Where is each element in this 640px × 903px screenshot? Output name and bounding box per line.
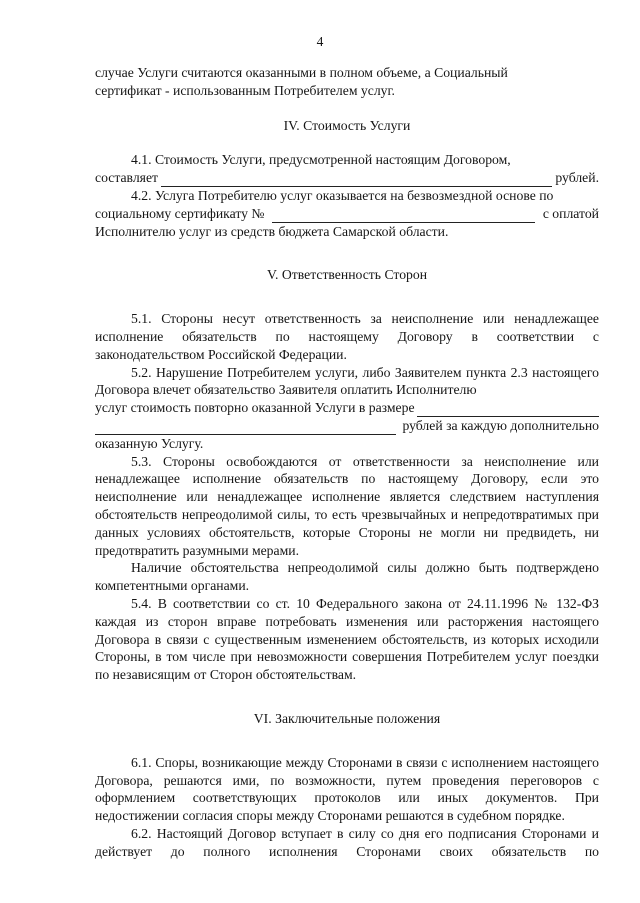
section-4-title: IV. Стоимость Услуги (283, 117, 411, 133)
repeat-service-amount-blank-field[interactable] (417, 405, 599, 417)
clause-4-1-line-1: 4.1. Стоимость Услуги, предусмотренной настоящим Договором, (131, 152, 511, 168)
cost-blank-field[interactable] (161, 175, 552, 187)
intro-text-2: сертификат - использованным Потребителем услуг. (95, 82, 395, 98)
clause-5-1: 5.1. Стороны несут ответственность за неисполнение или ненадлежащее исполнение обязательств по настоящему Договору в соответствии с законодательством Российской Федерации. (95, 311, 599, 362)
clause-4-2-line-2 (95, 205, 599, 223)
document-body (95, 64, 599, 860)
clause-5-2-rubles-label: рублей за каждую дополнительно (402, 417, 599, 433)
clause-5-3: 5.3. Стороны освобождаются от ответственности за неисполнение или ненадлежащее исполнение обязательств по настоящему Договору, если это неисполнение или ненадлежащее исполнение является следствием наступления обстоятельств непреодолимой силы, то есть чрезвычайных и непредотвратимых при данных условиях обстоятельств, которые Стороны не могли ни предвидеть, ни предотвратить разумными мерами. (95, 453, 599, 558)
clause-5-3-force-majeure: Наличие обстоятельства непреодолимой силы должно быть подтверждено компетентными органами. (95, 560, 599, 594)
clause-6-1: 6.1. Споры, возникающие между Сторонами в связи с исполнением настоящего Договора, решаются ими, по возможности, путем проведения переговоров с оформлением соответствующих протоколов или иных документов. При недостижении согласия споры между Сторонами решаются в судебном порядке. (95, 754, 599, 824)
page-number: 4 (316, 34, 324, 49)
intro-text-1: случае Услуги считаются оказанными в полном объеме, а Социальный (95, 65, 508, 80)
currency-label: рублей. (555, 170, 599, 186)
clause-5-4: 5.4. В соответствии со ст. 10 Федерального закона от 24.11.1996 № 132-ФЗ каждая из сторон вправе потребовать изменения или расторжения настоящего Договора в связи с существенным изменением обстоятельств, из которых исходили Стороны, в том числе при невозможности совершения Потребителем услуг поездки по независящим от Сторон обстоятельствам. (95, 595, 599, 683)
clause-4-1-line-2 (95, 169, 599, 187)
certificate-label: социальному сертификату № (95, 205, 265, 221)
clause-4-2-line-3: Исполнителю услуг из средств бюджета Самарской области. (95, 223, 449, 239)
repeat-service-amount-blank-field-2[interactable] (95, 423, 396, 435)
certificate-number-blank-field[interactable] (272, 211, 534, 223)
clause-4-2-line-1: 4.2. Услуга Потребителю услуг оказывается на безвозмездной основе по (131, 187, 554, 203)
intro-line-1 (95, 64, 599, 82)
clause-5-2-amount-line (95, 399, 599, 417)
clause-5-2-rubles-line (95, 417, 599, 435)
payment-label: с оплатой (542, 205, 599, 221)
section-6-title: VI. Заключительные положения (253, 710, 441, 726)
clause-6-2: 6.2. Настоящий Договор вступает в силу со дня его подписания Сторонами и действует до полного исполнения Сторонами своих обязательств по (95, 825, 599, 859)
cost-label: составляет (95, 170, 159, 186)
clause-5-2-text: 5.2. Нарушение Потребителем услуги, либо Заявителем пункта 2.3 настоящего Договора влечет обязательство Заявителя оплатить Исполнителю (95, 364, 599, 398)
clause-5-2-amount-label: услуг стоимость повторно оказанной Услуги в размере (95, 400, 415, 416)
clause-5-2-end: оказанную Услугу. (95, 435, 204, 451)
section-5-title: V. Ответственность Сторон (266, 267, 428, 283)
